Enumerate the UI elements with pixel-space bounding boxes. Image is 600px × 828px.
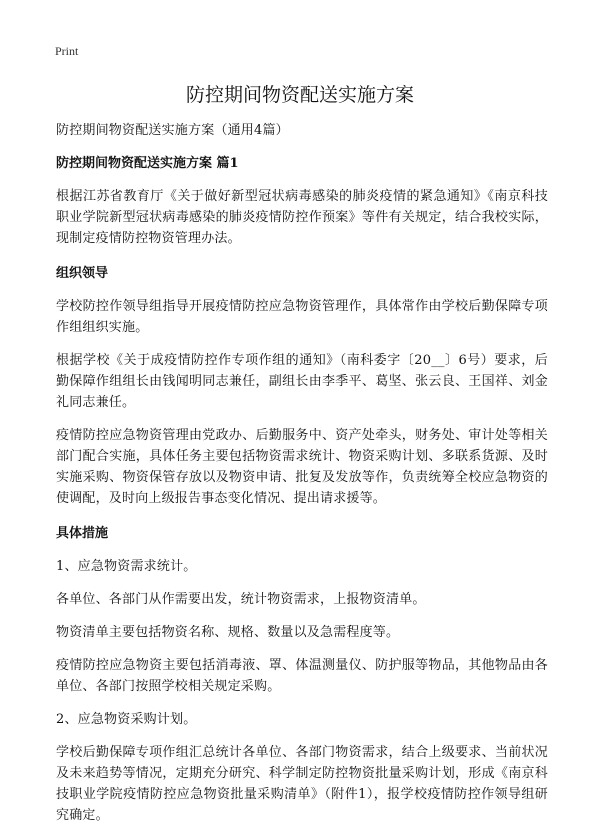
measure-1-title: 1、应急物资需求统计。 <box>56 559 197 574</box>
section-title: 防控期间物资配送实施方案 篇1 <box>56 156 239 171</box>
document-body <box>56 120 548 826</box>
intro-paragraph: 根据江苏省教育厅《关于做好新型冠状病毒感染的肺炎疫情的紧急通知》《南京科技职业学院新型冠状病毒感染的肺炎疫情防控作预案》等件有关规定，结合我校实际，现制定疫情防控物资管理办法。 <box>56 189 548 246</box>
document-title: 防控期间物资配送实施方案 <box>185 84 414 106</box>
org-paragraph-3: 疫情防控应急物资管理由党政办、后勤服务中、资产处牵头，财务处、审计处等相关部门配合实施，具体任务主要包括物资需求统计、物资采购计划、多联系货源、及时实施采购、物资保管存放以及物资申请、批复及发放等作，负责统筹全校应急物资的使调配，及时向上级报告事态变化情况、提出请求援等。 <box>56 428 548 506</box>
print-label: Print <box>55 44 79 58</box>
org-paragraph-1: 学校防控作领导组指导开展疫情防控应急物资管理作，具体常作由学校后勤保障专项作组组织实施。 <box>56 299 548 335</box>
document-subtitle: 防控期间物资配送实施方案（通用4篇） <box>56 123 289 138</box>
measure-1-paragraph-2: 物资清单主要包括物资名称、规格、数量以及急需程度等。 <box>56 625 400 640</box>
org-paragraph-2: 根据学校《关于成疫情防控作专项作组的通知》（南科委字〔20__〕6号）要求，后勤保障作组组长由钱闻明同志兼任，副组长由李季平、葛坚、张云良、王国祥、刘金礼同志兼任。 <box>56 353 548 410</box>
measure-1-paragraph-3: 疫情防控应急物资主要包括消毒液、罩、体温测量仪、防护服等物品，其他物品由各单位、各部门按照学校相关规定采购。 <box>56 658 548 694</box>
heading-organization: 组织领导 <box>56 266 109 281</box>
heading-measures: 具体措施 <box>56 526 109 541</box>
measure-2-paragraph-1: 学校后勤保障专项作组汇总统计各单位、各部门物资需求，结合上级要求、当前状况及未来趋势等情况，定期充分研究、科学制定防控物资批量采购计划，形成《南京科技职业学院疫情防控应急物资批量采购清单》（附件1），报学校疫情防控作领导组研究确定。 <box>56 745 548 823</box>
measure-2-title: 2、应急物资采购计划。 <box>56 712 197 727</box>
measure-1-paragraph-1: 各单位、各部门从作需要出发，统计物资需求，上报物资清单。 <box>56 592 426 607</box>
